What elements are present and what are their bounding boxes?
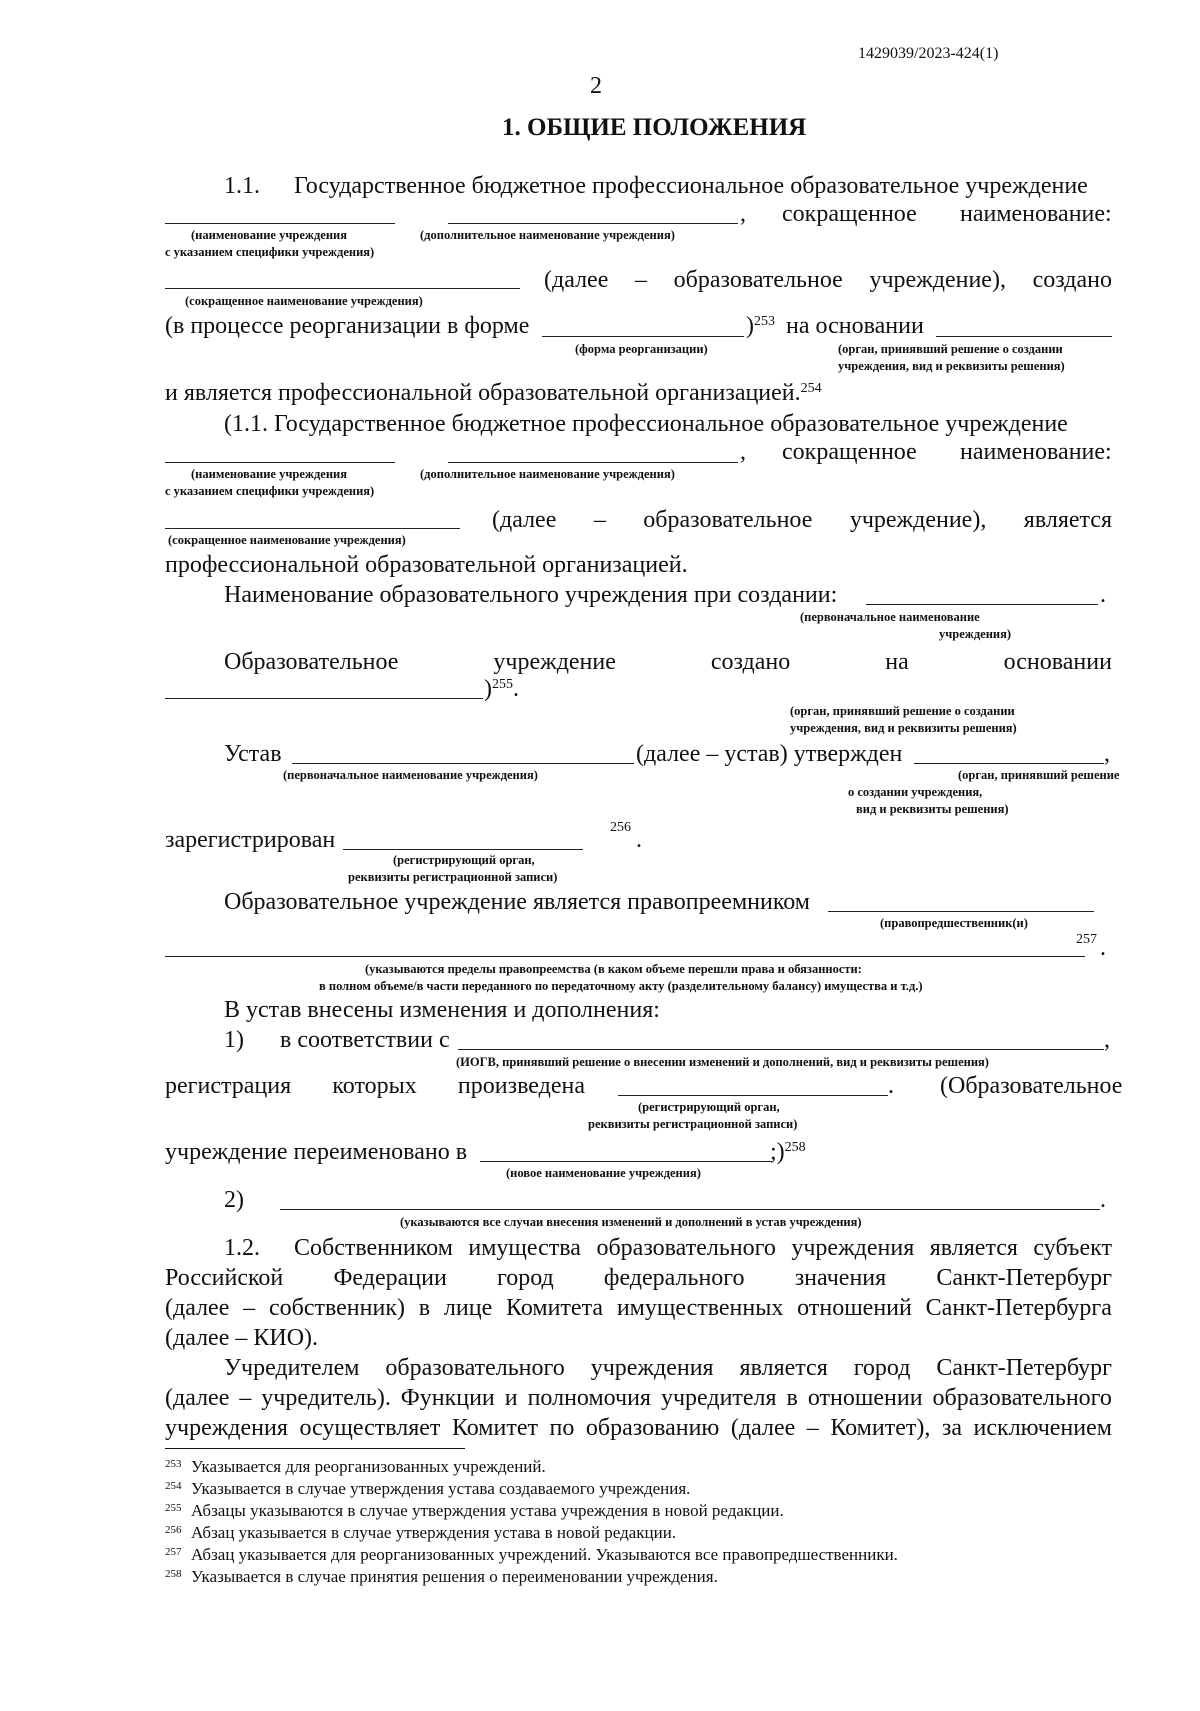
caption: с указанием специфики учреждения) — [165, 484, 375, 498]
p11-line3: (далее – образовательное учреждение), создано — [544, 267, 1112, 293]
blank-all-changes — [280, 1209, 1100, 1210]
item2-end: . — [1100, 1187, 1106, 1213]
caption: (сокращенное наименование учреждения) — [185, 294, 423, 308]
p12-line2: Российской Федерации город федерального значения Санкт-Петербург — [165, 1265, 1112, 1291]
blank-predecessor — [828, 911, 1094, 912]
p12-line6: (далее – учредитель). Функции и полномочия учредителя в отношении образовательного — [165, 1385, 1112, 1411]
p11alt-w1: сокращенное — [782, 439, 917, 465]
blank-decision — [165, 698, 483, 699]
p12-line7: учреждения осуществляет Комитет по образованию (далее – Комитет), за исключением — [165, 1415, 1112, 1441]
changes-heading: В устав внесены изменения и дополнения: — [224, 997, 660, 1023]
blank-short-name — [165, 528, 460, 529]
footnote-255: 255 Абзацы указываются в случае утверждения устава учреждения в новой редакции. — [165, 1501, 784, 1520]
p12-line3: (далее – собственник) в лице Комитета имущественных отношений Санкт-Петербурга — [165, 1295, 1112, 1321]
caption: (наименование учреждения — [191, 467, 347, 481]
ustav-mid: (далее – устав) утвержден — [636, 741, 903, 767]
sup-256: 256 — [610, 820, 631, 835]
caption: вид и реквизиты решения) — [856, 802, 1009, 816]
successor-text: Образовательное учреждение является правопреемником — [224, 889, 810, 915]
footnote-253: 253 Указывается для реорганизованных учреждений. — [165, 1457, 546, 1476]
caption: реквизиты регистрационной записи) — [588, 1117, 798, 1131]
caption: (дополнительное наименование учреждения) — [420, 467, 675, 481]
blank-registrar — [343, 849, 583, 850]
p11alt-comma: , — [740, 439, 746, 465]
caption: (дополнительное наименование учреждения) — [420, 228, 675, 242]
blank-decision — [936, 336, 1112, 337]
p11-line1: Государственное бюджетное профессиональное образовательное учреждение — [294, 173, 1088, 199]
p12-line5: Учредителем образовательного учреждения является город Санкт-Петербург — [224, 1355, 1112, 1381]
caption: (орган, принявший решение о создании — [838, 342, 1063, 356]
p11-w1: сокращенное — [782, 201, 917, 227]
caption: (орган, принявший решение о создании — [790, 704, 1015, 718]
section-heading: 1. ОБЩИЕ ПОЛОЖЕНИЯ — [502, 114, 807, 141]
footnote-257: 257 Абзац указывается для реорганизованных учреждений. Указываются все правопредшественники. — [165, 1545, 898, 1564]
p11-w2: наименование: — [960, 201, 1112, 227]
item1-text: в соответствии с — [280, 1027, 450, 1053]
footnote-separator — [165, 1448, 465, 1449]
renamed-end: ;)$^{258}$ — [770, 1139, 806, 1165]
caption: (ИОГВ, принявший решение о внесении изменений и дополнений, вид и реквизиты решения) — [456, 1055, 989, 1069]
registered-dot: . — [636, 827, 642, 853]
blank-original-name — [866, 604, 1098, 605]
p12-number: 1.2. — [224, 1235, 260, 1261]
blank-registrar2 — [618, 1095, 888, 1096]
caption: (указываются все случаи внесения изменений и дополнений в устав учреждения) — [400, 1215, 862, 1229]
p11alt-line6: Образовательное учреждение создано на основании — [224, 649, 1112, 675]
p11-basis: на основании — [786, 313, 924, 339]
blank-iogv — [458, 1049, 1104, 1050]
registration-tail: (Образовательное — [940, 1073, 1123, 1099]
renamed-text: учреждение переименовано в — [165, 1139, 468, 1165]
p11-comma: , — [740, 201, 746, 227]
blank-reorg-form — [542, 336, 744, 337]
caption: (правопредшественник(и) — [880, 916, 1028, 930]
caption: учреждения, вид и реквизиты решения) — [790, 721, 1017, 735]
caption: (первоначальное наименование учреждения) — [283, 768, 538, 782]
ustav-label: Устав — [224, 741, 282, 767]
blank-ustav-name — [292, 763, 634, 764]
blank-succession-limits — [165, 956, 1085, 957]
caption: (регистрирующий орган, — [638, 1100, 780, 1114]
document-id: 1429039/2023-424(1) — [858, 45, 999, 62]
blank-short-name — [165, 288, 520, 289]
p11-line5: и является профессиональной образовательной организацией.$^{254}$ — [165, 380, 822, 406]
caption: в полном объеме/в части переданного по передаточному акту (разделительному балансу) имущества и т.д.) — [319, 979, 923, 993]
footnote-254: 254 Указывается в случае утверждения устава создаваемого учреждения. — [165, 1479, 691, 1498]
p11-number: 1.1. — [224, 173, 260, 199]
p12-line4: (далее – КИО). — [165, 1325, 319, 1351]
registration-dot: . — [888, 1073, 894, 1099]
p11alt-line1: (1.1. Государственное бюджетное профессиональное образовательное учреждение — [224, 411, 1068, 437]
caption: учреждения, вид и реквизиты решения) — [838, 359, 1065, 373]
blank-ustav-approver — [914, 763, 1104, 764]
caption: (сокращенное наименование учреждения) — [168, 533, 406, 547]
item1-number: 1) — [224, 1027, 244, 1053]
caption: (первоначальное наименование — [800, 610, 980, 624]
p11alt-line3: (далее – образовательное учреждение), является — [492, 507, 1112, 533]
blank-new-name — [480, 1161, 772, 1162]
caption: реквизиты регистрационной записи) — [348, 870, 558, 884]
caption: (орган, принявший решение — [958, 768, 1120, 782]
p11alt-line7: )$^{255}$. — [484, 676, 519, 702]
caption: (указываются пределы правопреемства (в каком объеме перешли права и обязанности: — [365, 962, 862, 976]
blank-additional-name — [448, 223, 738, 224]
footnote-256: 256 Абзац указывается в случае утверждения устава в новой редакции. — [165, 1523, 677, 1542]
caption: (регистрирующий орган, — [393, 853, 535, 867]
footnote-258: 258 Указывается в случае принятия решения о переименовании учреждения. — [165, 1567, 718, 1586]
item1-end: , — [1104, 1027, 1110, 1053]
registered-label: зарегистрирован — [165, 827, 336, 853]
caption: о создании учреждения, — [848, 785, 983, 799]
sup-257: 257 — [1076, 932, 1097, 947]
p11alt-line4: профессиональной образовательной организацией. — [165, 552, 688, 578]
p11alt-line5: Наименование образовательного учреждения при создании: — [224, 582, 838, 608]
ustav-end: , — [1104, 741, 1110, 767]
caption: (наименование учреждения — [191, 228, 347, 242]
p11-line4: (в процессе реорганизации в форме — [165, 313, 530, 339]
page-number: 2 — [590, 73, 602, 99]
successor-dot: . — [1100, 935, 1106, 961]
blank-name — [165, 223, 395, 224]
caption: с указанием специфики учреждения) — [165, 245, 375, 259]
item2-number: 2) — [224, 1187, 244, 1213]
p11alt-w2: наименование: — [960, 439, 1112, 465]
caption: (новое наименование учреждения) — [506, 1166, 701, 1180]
blank-name — [165, 462, 395, 463]
p12-line1: Собственником имущества образовательного учреждения является субъект — [294, 1235, 1112, 1261]
caption: (форма реорганизации) — [575, 342, 708, 356]
p11-paren: )$^{253}$ — [746, 313, 775, 339]
p11alt-line5-end: . — [1100, 582, 1106, 608]
caption: учреждения) — [939, 627, 1012, 641]
registration-line: регистрация которых произведена — [165, 1073, 585, 1099]
blank-additional-name — [448, 462, 738, 463]
